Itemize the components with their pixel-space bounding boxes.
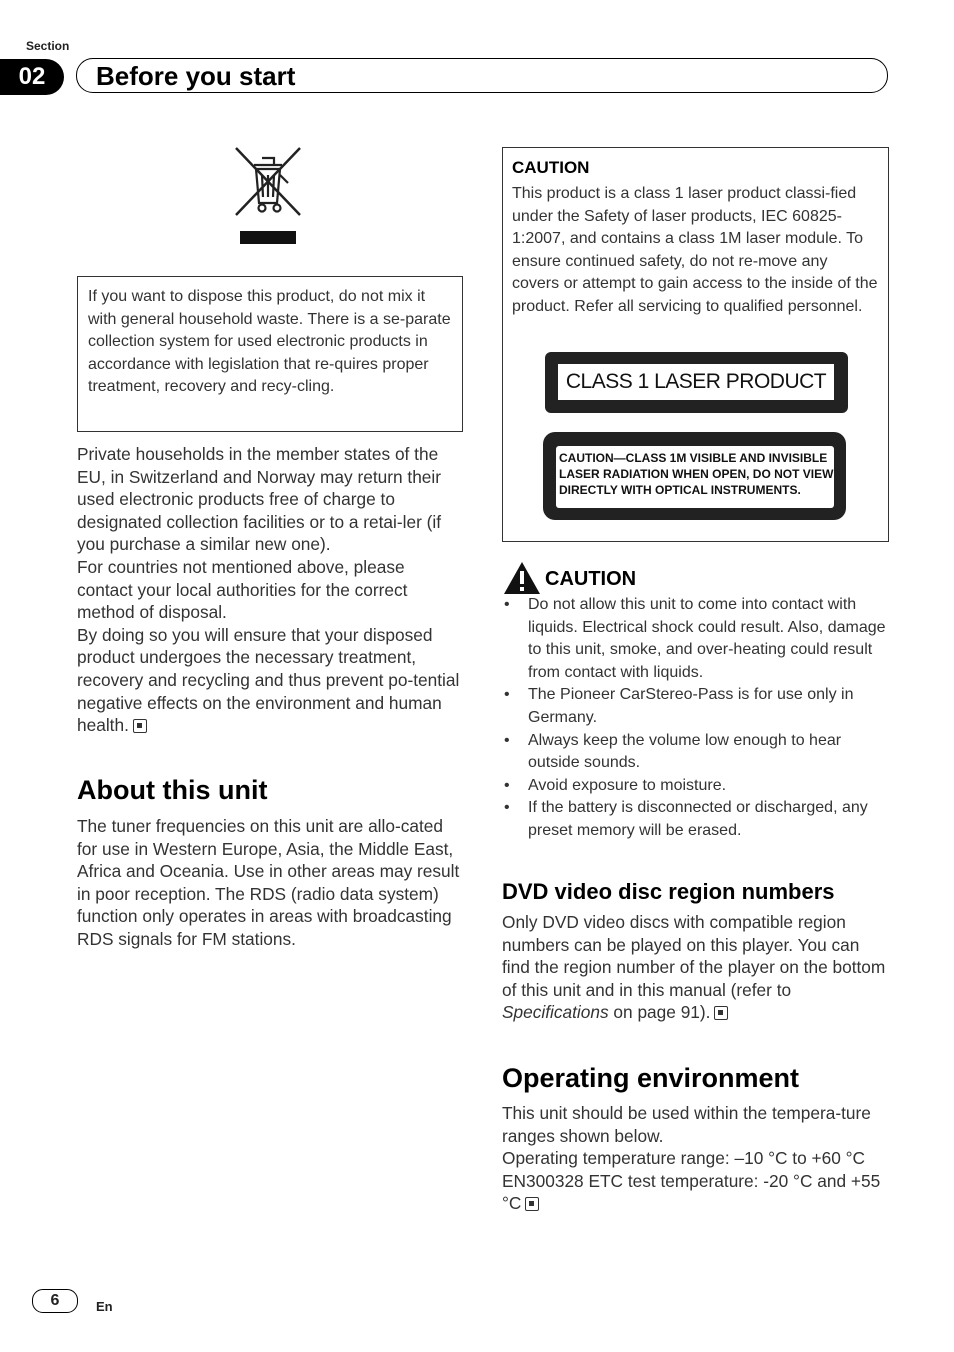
specifications-reference: Specifications (502, 1002, 609, 1023)
caution-title: CAUTION (545, 568, 637, 590)
end-of-section-square-icon (714, 1006, 728, 1020)
end-of-section-square-icon (133, 719, 147, 733)
laser-caution-title: CAUTION (512, 158, 590, 177)
caution-item: • The Pioneer CarStereo-Pass is for use only in Germany. (502, 684, 890, 729)
page-number: 6 (32, 1289, 78, 1313)
class1m-laser-label: CAUTION—CLASS 1M VISIBLE AND INVISIBLE LASER RADIATION WHEN OPEN, DO NOT VIEW DIRECTLY WITH OPTICAL INSTRUMENTS. (556, 446, 834, 508)
end-of-section-square-icon (525, 1197, 539, 1211)
crossed-out-wheelie-bin-icon (232, 145, 304, 245)
section-label: Section (26, 39, 70, 53)
operating-environment-heading: Operating environment (502, 1063, 800, 1093)
section-number: 02 (0, 59, 64, 95)
disposal-notice-box (77, 276, 463, 432)
test-temperature (502, 1170, 882, 1215)
about-text: The tuner frequencies on this unit are allo-cated for use in Western Europe, Asia, the Middle East, Africa and Oceania. Use in other areas may result in poor reception. The RDS (radio data system) function only operates in areas with broadcasting RDS signals for FM stations. (77, 816, 460, 949)
operating-temperature-range: Operating temperature range: –10 °C to +60 °C (502, 1148, 866, 1169)
warning-triangle-icon (503, 561, 541, 595)
language-code: En (96, 1299, 113, 1314)
disposal-notice-text: If you want to dispose this product, do not mix it with general household waste. There is a se-parate collection system for used electronic products in accordance with legislation that re-quires proper treatment, recovery and recy-cling. (88, 288, 451, 396)
class1-laser-label: CLASS 1 LASER PRODUCT (558, 364, 834, 400)
disposal-paragraph-benefits-text: By doing so you will ensure that your disposed product undergoes the necessary treatment, recovery and recycling and thus prevent po-tential negative effects on the environment and human health. (77, 624, 460, 736)
caution-item: • If the battery is disconnected or discharged, any preset memory will be erased. (502, 797, 890, 842)
test-temperature-text: EN300328 ETC test temperature: -20 °C and +55 °C (502, 1170, 881, 1214)
caution-item: • Avoid exposure to moisture. (502, 775, 890, 798)
caution-item: • Do not allow this unit to come into contact with liquids. Electrical shock could result. Also, damage to this unit, smoke, and over-heating could result from contact with liquids. (502, 594, 890, 684)
environment-intro: This unit should be used within the tempera-ture ranges shown below. (502, 1103, 871, 1146)
disposal-paragraphs (77, 443, 465, 737)
about-heading: About this unit (77, 775, 268, 805)
caution-item: • Always keep the volume low enough to hear outside sounds. (502, 730, 890, 775)
disposal-paragraph-benefits (77, 624, 465, 737)
laser-caution-text: This product is a class 1 laser product classi-fied under the Safety of laser products, IEC 60825-1:2007, and contains a class 1M laser module. To ensure continued safety, do not re-move any covers or attempt to gain access to the inside of the product. Refer all servicing to qualified personnel. (512, 185, 878, 315)
dvd-region-heading: DVD video disc region numbers (502, 879, 835, 904)
dvd-region-text-start: Only DVD video discs with compatible region numbers can be played on this player. You can find the region number of the player on the bottom of this unit and in this manual (refer to (502, 912, 886, 1000)
operating-environment-text (502, 1102, 882, 1215)
disposal-paragraph-other-countries: For countries not mentioned above, please contact your local authorities for the correct method of disposal. (77, 556, 408, 623)
section-title: Before you start (96, 61, 296, 91)
dvd-region-text (502, 911, 892, 1024)
caution-list (502, 594, 890, 843)
dvd-region-text-end: on page 91). (608, 1002, 711, 1023)
disposal-paragraph-eu: Private households in the member states of the EU, in Switzerland and Norway may return their used electronic products free of charge to designated collection facilities or to a retai-ler (if you purchase a similar new one). (77, 444, 442, 555)
